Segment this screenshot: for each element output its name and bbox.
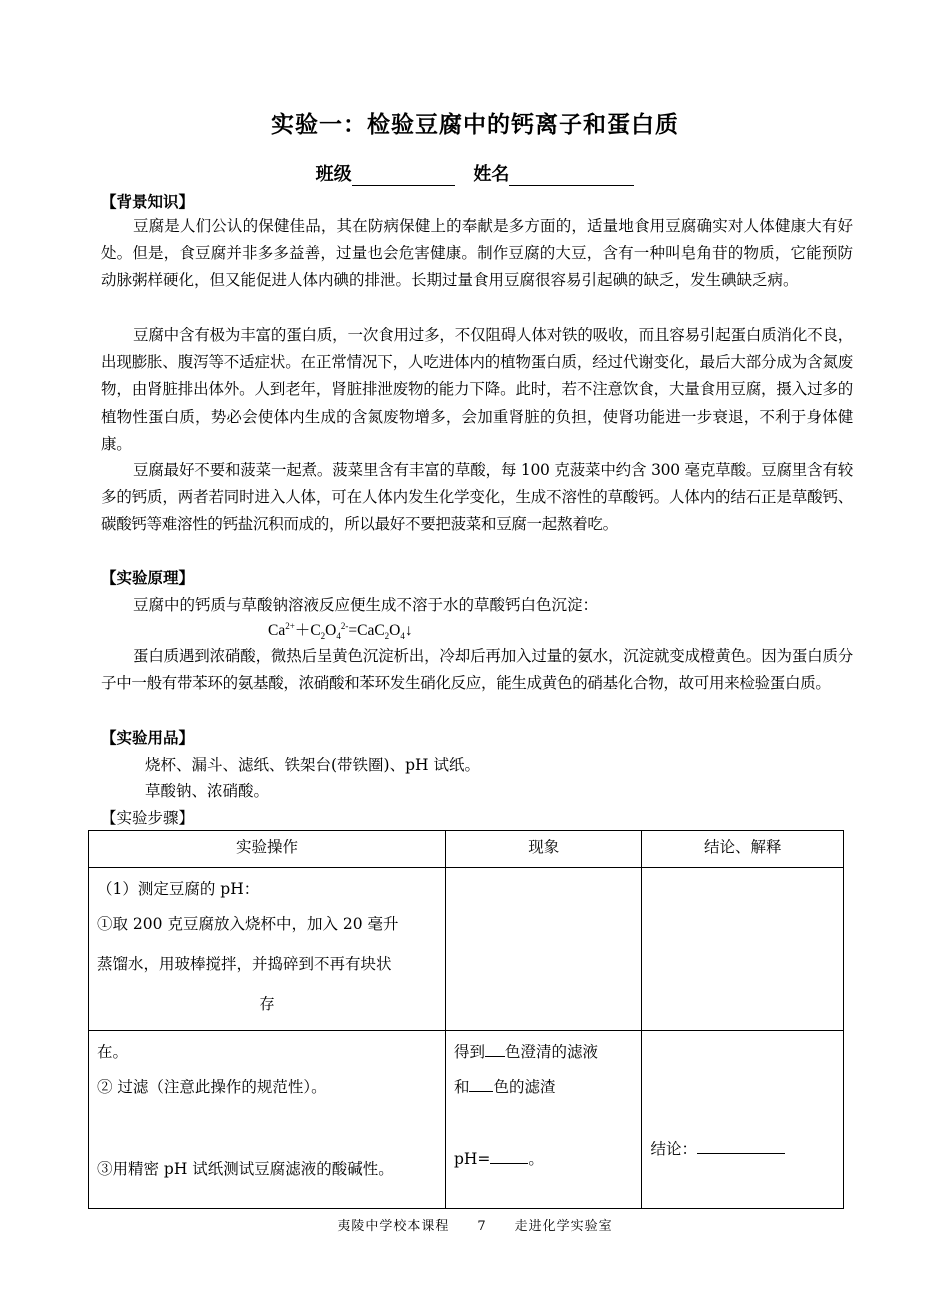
name-label: 姓名 <box>473 164 510 185</box>
name-blank[interactable] <box>509 167 634 186</box>
principle-heading: 【实验原理】 <box>101 568 195 587</box>
background-paragraph-2: 豆腐中含有极为丰富的蛋白质，一次食用过多，不仅阻碍人体对铁的吸收，而且容易引起蛋白质消化不良，出现膨胀、腹泻等不适症状。在正常情况下，人吃进体内的植物蛋白质，经过代谢变化，最后大部分成为含氮废物，由肾脏排出体外。人到老年，肾脏排泄废物的能力下降。此时，若不注意饮食，大量食用豆腐，摄入过多的植物性蛋白质，势必会使体内生成的含氮废物增多，会加重肾脏的负担，使肾功能进一步衰退，不利于身体健康。 <box>101 326 853 453</box>
ph-blank[interactable] <box>490 1149 528 1164</box>
row2-conclusion: 结论： <box>642 1031 844 1209</box>
down-arrow-icon: ↓ <box>404 622 413 639</box>
background-paragraph-3: 豆腐最好不要和菠菜一起煮。菠菜里含有丰富的草酸，每 100 克菠菜中约含 300 毫克草酸。豆腐里含有较多的钙质，两者若同时进入人体，可在人体内发生化学变化，生成不溶性的草酸钙。人体内的结石正是草酸钙、碳酸钙等难溶性的钙盐沉积而成的，所以最好不要把菠菜和豆腐一起熬着吃。 <box>101 461 853 534</box>
principle-paragraph-2: 蛋白质遇到浓硝酸，微热后呈黄色沉淀析出，冷却后再加入过量的氨水，沉淀就变成橙黄色。因为蛋白质分子中一般有带苯环的氨基酸，浓硝酸和苯环发生硝化反应，能生成黄色的硝基化合物，故可用来检验蛋白质。 <box>101 647 853 693</box>
header-phenomenon: 现象 <box>445 831 642 868</box>
supplies-heading: 【实验用品】 <box>101 728 195 747</box>
supplies-line-2: 草酸钠、浓硝酸。 <box>145 782 270 800</box>
filtrate-color-blank[interactable] <box>485 1042 505 1057</box>
class-blank[interactable] <box>352 167 455 186</box>
row1-phenomenon[interactable] <box>445 868 642 1031</box>
background-paragraph-1: 豆腐是人们公认的保健佳品，其在防病保健上的奉献是多方面的，适量地食用豆腐确实对人体健康大有好处。但是，食豆腐并非多多益善，过量也会危害健康。制作豆腐的大豆，含有一种叫皂角苷的物质，它能预防动脉粥样硬化，但又能促进人体内碘的排泄。长期过量食用豆腐很容易引起碘的缺乏，发生碘缺乏病。 <box>101 217 853 290</box>
background-heading: 【背景知识】 <box>101 192 195 211</box>
class-name-line <box>0 160 950 186</box>
steps-heading: 【实验步骤】 <box>101 809 195 827</box>
page-title: 实验一：检验豆腐中的钙离子和蛋白质 <box>271 112 679 138</box>
page-footer: 夷陵中学校本课程 7 走进化学实验室 <box>337 1219 613 1234</box>
class-label: 班级 <box>315 164 352 185</box>
residue-color-blank[interactable] <box>469 1077 493 1092</box>
header-conclusion: 结论、解释 <box>642 831 844 868</box>
principle-paragraph-1: 豆腐中的钙质与草酸钠溶液反应便生成不溶于水的草酸钙白色沉淀： <box>133 596 599 614</box>
steps-table <box>88 830 844 1209</box>
conclusion-blank[interactable] <box>697 1139 785 1154</box>
row2-phenomenon: 得到 色澄清的滤液 和 色的滤渣 pH= 。 <box>445 1031 642 1209</box>
row1-conclusion[interactable] <box>642 868 844 1031</box>
row2-operation: 在。 ② 过滤（注意此操作的规范性）。 ③用精密 pH 试纸测试豆腐滤液的酸碱性。 <box>89 1031 446 1209</box>
row1-operation: （1）测定豆腐的 pH： ①取 200 克豆腐放入烧杯中，加入 20 毫升 蒸馏水，用玻棒搅拌，并捣碎到不再有块状 存 <box>89 868 446 1031</box>
header-operation: 实验操作 <box>89 831 446 868</box>
supplies-line-1: 烧杯、漏斗、滤纸、铁架台(带铁圈)、pH 试纸。 <box>145 756 480 774</box>
chemical-equation: $Ca^{2+}+C_2O_4^{2-}=CaC_2O_4↓$ <box>268 620 413 642</box>
